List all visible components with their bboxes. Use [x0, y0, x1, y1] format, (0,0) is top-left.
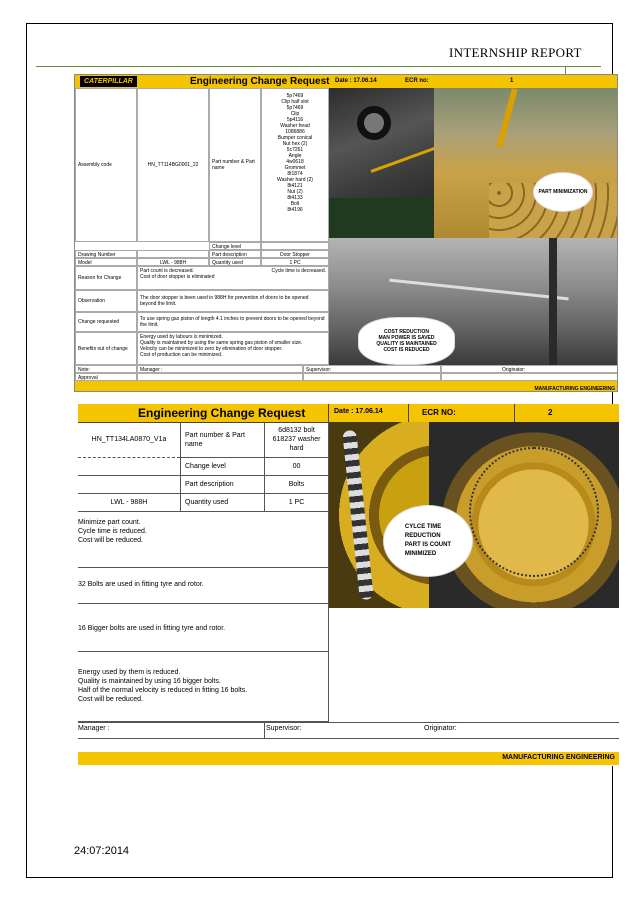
ecr1-observation: The door stopper is been used in 988H for prevention of doors to be opened beyond the limit. — [137, 290, 329, 312]
ecr1-approval-supervisor — [303, 373, 441, 381]
ecr1-part-item: Bumper conical — [277, 135, 313, 141]
ecr2-footer-text: MANUFACTURING ENGINEERING — [502, 754, 615, 761]
ecr2-change-level-label: Change level — [180, 458, 264, 476]
ecr2-part-description: Bolts — [264, 476, 328, 494]
ecr1-benefits — [137, 332, 329, 365]
caterpillar-logo: CATERPILLAR — [80, 76, 137, 87]
ecr1-part-item: Clip — [290, 111, 300, 117]
ecr1-part-item: Grommet — [284, 165, 306, 171]
ecr1-drawing-number-label: Drawing Number — [75, 250, 137, 258]
ecr2-reason-line-3: Cost will be reduced. — [78, 537, 143, 544]
ecr1-part-label: Part number & Part name — [209, 88, 261, 242]
ecr2-benefit-2: Quality is maintained by using 16 bigger bolts. — [78, 678, 221, 685]
ecr2-change: 16 Bigger bolts are used in fitting tyre and rotor. — [78, 604, 328, 652]
ecr1-footer-text: MANUFACTURING ENGINEERING — [534, 386, 615, 392]
ecr1-part-item: 8t4133 — [287, 195, 303, 201]
ecr1-date: Date : 17.06.14 — [335, 78, 377, 84]
ecr1-part-item: 5p7469 — [286, 93, 304, 99]
ecr1-footer-bar — [75, 381, 617, 392]
ecr2-reason-line-1: Minimize part count. — [78, 519, 141, 526]
ecr1-cloud-b-line-3: QUALITY IS MAINTAINED — [376, 341, 437, 347]
ecr1-part-item: 8t4121 — [287, 183, 303, 189]
ecr1-cloud-b-line-2: MAN POWER IS SAVED — [378, 335, 435, 341]
ecr1-approval-originator — [441, 373, 618, 381]
ecr2-title-bar — [78, 404, 619, 423]
ecr2-part-description-label: Part description — [180, 476, 264, 494]
ecr1-part-item: Nut hex (2) — [282, 141, 308, 147]
ecr1-change-label: Change requested — [75, 312, 137, 332]
ecr1-photo-gas-piston — [329, 238, 618, 365]
ecr1-part-item: 8t4196 — [287, 207, 303, 213]
ecr2-benefit-4: Cost will be reduced. — [78, 696, 143, 703]
ecr1-reason-label: Reason for Change — [75, 266, 137, 290]
ecr1-cloud-part-minimization: PART MINIMIZATION — [534, 173, 592, 211]
arm-image — [496, 88, 517, 148]
ecr1-title: Engineering Change Request — [190, 76, 330, 87]
ecr1-change: To use spring gas piston of length 4.1 inches to prevent doors to be opened beyond the limit. — [137, 312, 329, 332]
ecr1-cloud-b-line-4: COST IS REDUCED — [383, 347, 430, 353]
ecr1-cloud-cost-reduction — [359, 318, 454, 364]
ecr1-photo-machine — [434, 88, 618, 238]
ecr2-part-label: Part number & Part name — [180, 422, 264, 458]
header-divider — [36, 66, 601, 67]
ecr1-assembly-code: HN_TT114BG0001_22 — [137, 88, 209, 242]
ecr2-footer-bar — [78, 752, 619, 765]
ecr2-reason — [78, 512, 328, 568]
ecr1-part-item: Washer head — [280, 123, 310, 129]
ecr1-supervisor-label: Supervisor: — [303, 365, 441, 373]
ecr1-benefits-label: Benefits out of change — [75, 332, 137, 365]
ecr-form-2 — [78, 404, 619, 766]
ecr-form-1 — [74, 74, 618, 392]
ecr1-originator-label: Originator: — [441, 365, 618, 373]
ecr1-part-item: 5p7469 — [286, 105, 304, 111]
ecr2-cloud-cycle-time — [384, 506, 472, 576]
ecr1-part-item: Angle — [288, 153, 302, 159]
ecr1-part-item: 5c7261 — [286, 147, 304, 153]
ecr1-reason-line-1: Part count is decreased. — [140, 268, 194, 274]
ecr2-cloud-line-1: CYLCE TIME — [404, 524, 442, 530]
ecr2-quantity-label: Quantity used — [180, 494, 264, 512]
report-header: INTERNSHIP REPORT — [449, 45, 582, 60]
rod-image — [371, 146, 434, 173]
ecr1-quantity-label: Quantity used — [209, 258, 261, 266]
ecr1-drawing-number — [137, 250, 209, 258]
ecr1-parts-list — [261, 88, 329, 242]
ecr1-cloud-b-line-1: COST REDUCTION — [384, 329, 429, 335]
ecr2-benefits — [78, 652, 328, 722]
ecr2-model: LWL - 988H — [78, 494, 180, 512]
ecr2-cloud-line-3: PART IS COUNT — [404, 542, 452, 548]
ecr1-reason-line-2: Cycle time is decreased. — [271, 268, 326, 274]
ecr2-change-level: 00 — [264, 458, 328, 476]
ecr1-manager-label: Manager : — [137, 365, 303, 373]
bolt-holes-image — [469, 447, 599, 577]
ecr1-approval-label: Approval — [75, 373, 137, 381]
frame-post-image — [549, 238, 557, 365]
ecr2-originator-label: Originator: — [424, 725, 457, 732]
ecr1-ecr-label: ECR no: — [405, 78, 429, 84]
ecr2-assembly-code: HN_TT134LA0870_V1a — [78, 422, 180, 458]
ecr1-model-label: Model — [75, 258, 137, 266]
ecr1-photo-door-stopper — [329, 88, 434, 238]
ecr1-ecr-number: 1 — [510, 78, 514, 84]
gas-piston-image — [389, 279, 568, 301]
ecr2-benefit-3: Half of the normal velocity is reduced in fitting 16 bolts. — [78, 687, 248, 694]
ecr2-date: Date : 17.06.14 — [334, 408, 383, 415]
bumper-image — [357, 106, 391, 140]
ecr1-observation-label: Observation — [75, 290, 137, 312]
ecr2-manager-label: Manager : — [78, 725, 110, 732]
ecr2-ecr-label: ECR NO: — [422, 408, 456, 417]
ecr2-quantity: 1 PC — [264, 494, 328, 512]
ecr1-note-label: Note: — [75, 365, 137, 373]
ecr1-part-item: Bolt — [290, 201, 300, 207]
ecr2-assembly-blank-2 — [78, 476, 180, 494]
ecr2-observation: 32 Bolts are used in fitting tyre and rotor. — [78, 568, 328, 604]
ecr1-benefit-3: Velocity can be minimized to zero by elimination of door stopper. — [140, 346, 283, 352]
ecr1-part-item: 1086886 — [285, 129, 305, 135]
ecr1-part-item: Nut (2) — [287, 189, 303, 195]
ecr2-supervisor-label: Supervisor: — [266, 725, 302, 732]
ecr1-part-description: Door Stopper — [261, 250, 329, 258]
footer-date: 24:07:2014 — [74, 845, 130, 857]
ecr1-benefit-2: Quality is maintained by using the same spring gas piston of smaller size. — [140, 340, 303, 346]
bolt-ring-image — [342, 430, 374, 601]
ecr1-part-item: 8t1874 — [287, 171, 303, 177]
ecr2-ecr-number: 2 — [548, 408, 553, 417]
ecr2-cloud-line-4: MINIMIZED — [404, 551, 437, 557]
ecr2-reason-line-2: Cycle time is reduced. — [78, 528, 147, 535]
ecr1-approval-manager — [137, 373, 303, 381]
ecr2-assembly-blank-1 — [78, 458, 180, 476]
ecr2-benefit-1: Energy used by them is reduced. — [78, 669, 181, 676]
ecr1-part-item: 5p4116 — [286, 117, 304, 123]
ecr1-part-description-label: Part description — [209, 250, 261, 258]
ecr2-cloud-line-2: REDUCTION — [404, 533, 441, 539]
floor-image — [329, 198, 434, 238]
ecr1-part-item: 4w0618 — [286, 159, 304, 165]
ecr1-part-item: Clip half slot — [281, 99, 309, 105]
ecr1-title-bar — [75, 75, 617, 89]
ecr1-change-level-value — [261, 242, 329, 250]
ecr1-benefit-1: Energy used by labours is minimized. — [140, 334, 223, 340]
ecr2-part-value: 6d8132 bolt 618237 washer hard — [264, 422, 328, 458]
ecr2-empty-area — [329, 608, 619, 722]
ecr1-reason — [137, 266, 329, 290]
ecr1-reason-line-3: Cost of door stopper is eliminated — [140, 274, 215, 280]
ecr1-benefit-4: Cost of production can be minimized. — [140, 352, 223, 358]
ecr2-title: Engineering Change Request — [138, 406, 306, 420]
ecr1-model: LWL - 988H — [137, 258, 209, 266]
ecr1-change-level-label: Change level — [209, 242, 261, 250]
ecr1-quantity: 1 PC — [261, 258, 329, 266]
ecr1-part-item: Washer hard (2) — [277, 177, 313, 183]
ecr1-assembly-code-label: Assembly code — [75, 88, 137, 242]
